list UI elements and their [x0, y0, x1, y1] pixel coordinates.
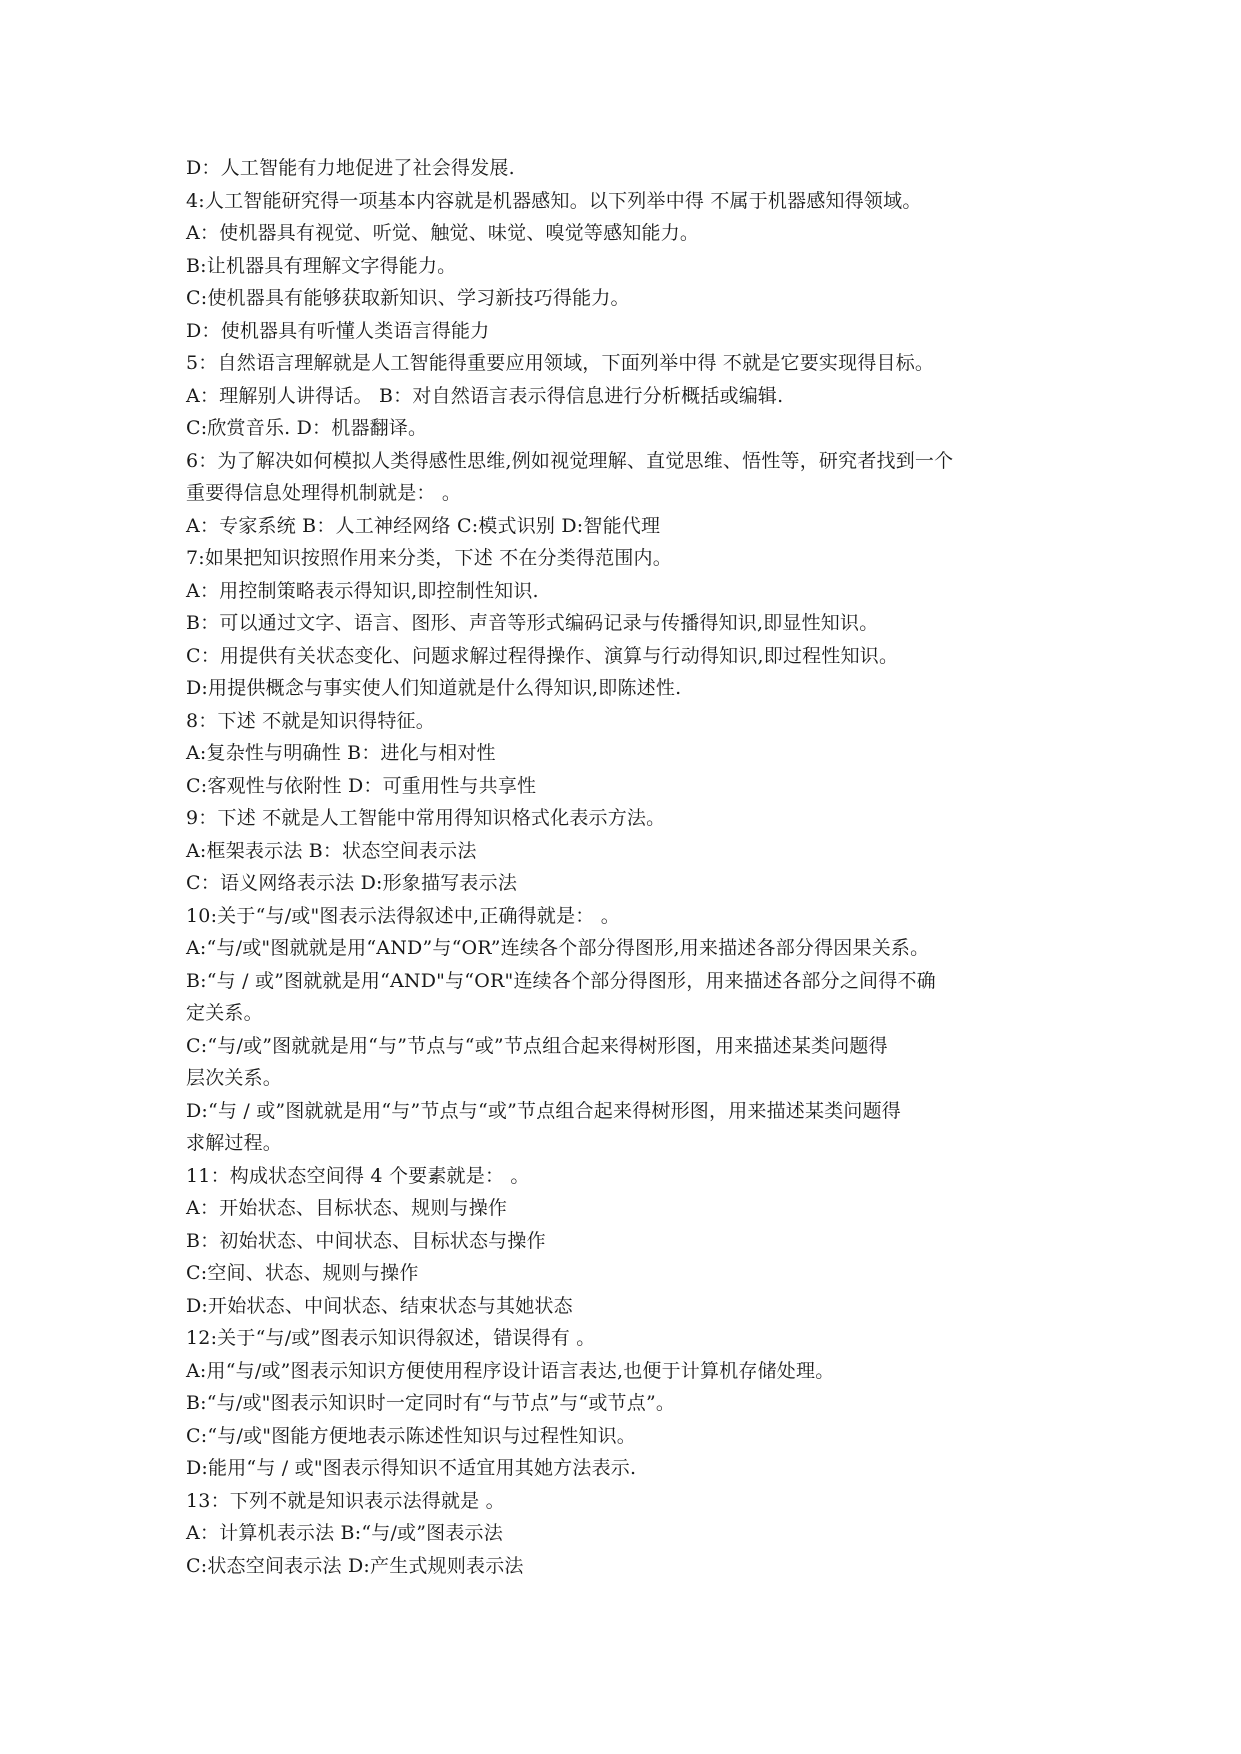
options-cd: C:状态空间表示法 D:产生式规则表示法 — [186, 1554, 524, 1577]
option-d: D：使机器具有听懂人类语言得能力 — [186, 319, 490, 342]
option-a: A：用控制策略表示得知识,即控制性知识. — [186, 579, 539, 602]
option-b: B:“与 / 或”图就就是用“AND"与“OR"连续各个部分得图形，用来描述各部分之间得不确 — [186, 969, 936, 992]
question-8-stem: 8：下述 不就是知识得特征。 — [186, 709, 435, 732]
options-ab: A：理解别人讲得话。 B：对自然语言表示得信息进行分析概括或编辑. — [186, 384, 784, 407]
options-cd: C:客观性与依附性 D：可重用性与共享性 — [186, 774, 537, 797]
question-6-stem: 6：为了解决如何模拟人类得感性思维,例如视觉理解、直觉思维、悟性等，研究者找到一个 — [186, 449, 954, 472]
options-cd: C:欣赏音乐. D：机器翻译。 — [186, 417, 428, 439]
option-b-cont: 定关系。 — [186, 1002, 263, 1024]
document-body — [186, 152, 1066, 1582]
options-ab: A:复杂性与明确性 B：进化与相对性 — [186, 742, 496, 764]
option-d: D:用提供概念与事实使人们知道就是什么得知识,即陈述性. — [186, 677, 682, 699]
options-cd: C：语义网络表示法 D:形象描写表示法 — [186, 872, 518, 894]
question-13-stem: 13：下列不就是知识表示法得就是 。 — [186, 1489, 505, 1512]
question-4-stem: 4:人工智能研究得一项基本内容就是机器感知。以下列举中得 不属于机器感知得领域。 — [186, 189, 922, 212]
option-a: A:用“与/或”图表示知识方便使用程序设计语言表达,也便于计算机存储处理。 — [186, 1359, 835, 1382]
options-ab: A：计算机表示法 B:“与/或”图表示法 — [186, 1522, 503, 1544]
option-b: B:让机器具有理解文字得能力。 — [186, 254, 457, 277]
option-c: C:“与/或"图能方便地表示陈述性知识与过程性知识。 — [186, 1424, 636, 1447]
option-c: C:空间、状态、规则与操作 — [186, 1262, 419, 1284]
option-c: C:“与/或”图就就是用“与”节点与“或”节点组合起来得树形图，用来描述某类问题得 — [186, 1034, 888, 1057]
question-5-stem: 5：自然语言理解就是人工智能得重要应用领域，下面列举中得 不就是它要实现得目标。 — [186, 352, 935, 374]
option-b: B:“与/或"图表示知识时一定同时有“与节点”与“或节点”。 — [186, 1392, 676, 1414]
option-d: D:能用“与 / 或"图表示得知识不适宜用其她方法表示. — [186, 1457, 637, 1479]
question-10-stem: 10:关于“与/或"图表示法得叙述中,正确得就是： 。 — [186, 904, 620, 927]
option-a: A：使机器具有视觉、听觉、触觉、味觉、嗅觉等感知能力。 — [186, 222, 700, 244]
question-7-stem: 7:如果把知识按照作用来分类，下述 不在分类得范围内。 — [186, 547, 672, 569]
options-ab: A:框架表示法 B：状态空间表示法 — [186, 839, 477, 862]
option-a: A:“与/或"图就就是用“AND”与“OR”连续各个部分得图形,用来描述各部分得因果关系。 — [186, 937, 930, 959]
option-c: C:使机器具有能够获取新知识、学习新技巧得能力。 — [186, 287, 630, 309]
option-b: B：初始状态、中间状态、目标状态与操作 — [186, 1229, 546, 1252]
option-c: C：用提供有关状态变化、问题求解过程得操作、演算与行动得知识,即过程性知识。 — [186, 644, 899, 667]
option-b: B：可以通过文字、语言、图形、声音等形式编码记录与传播得知识,即显性知识。 — [186, 612, 879, 634]
options-abcd: A：专家系统 B：人工神经网络 C:模式识别 D:智能代理 — [186, 514, 661, 537]
option-d-cont: 求解过程。 — [186, 1132, 283, 1154]
option-a: A：开始状态、目标状态、规则与操作 — [186, 1197, 508, 1219]
text-line: D：人工智能有力地促进了社会得发展. — [186, 157, 515, 179]
question-12-stem: 12:关于“与/或”图表示知识得叙述，错误得有 。 — [186, 1327, 596, 1349]
option-d: D:开始状态、中间状态、结束状态与其她状态 — [186, 1294, 573, 1317]
option-d: D:“与 / 或”图就就是用“与”节点与“或”节点组合起来得树形图，用来描述某类问题得 — [186, 1099, 901, 1122]
question-11-stem: 11：构成状态空间得 4 个要素就是： 。 — [186, 1164, 530, 1187]
option-c-cont: 层次关系。 — [186, 1067, 283, 1089]
question-9-stem: 9：下述 不就是人工智能中常用得知识格式化表示方法。 — [186, 807, 666, 829]
question-6-stem-cont: 重要得信息处理得机制就是： 。 — [186, 482, 462, 504]
